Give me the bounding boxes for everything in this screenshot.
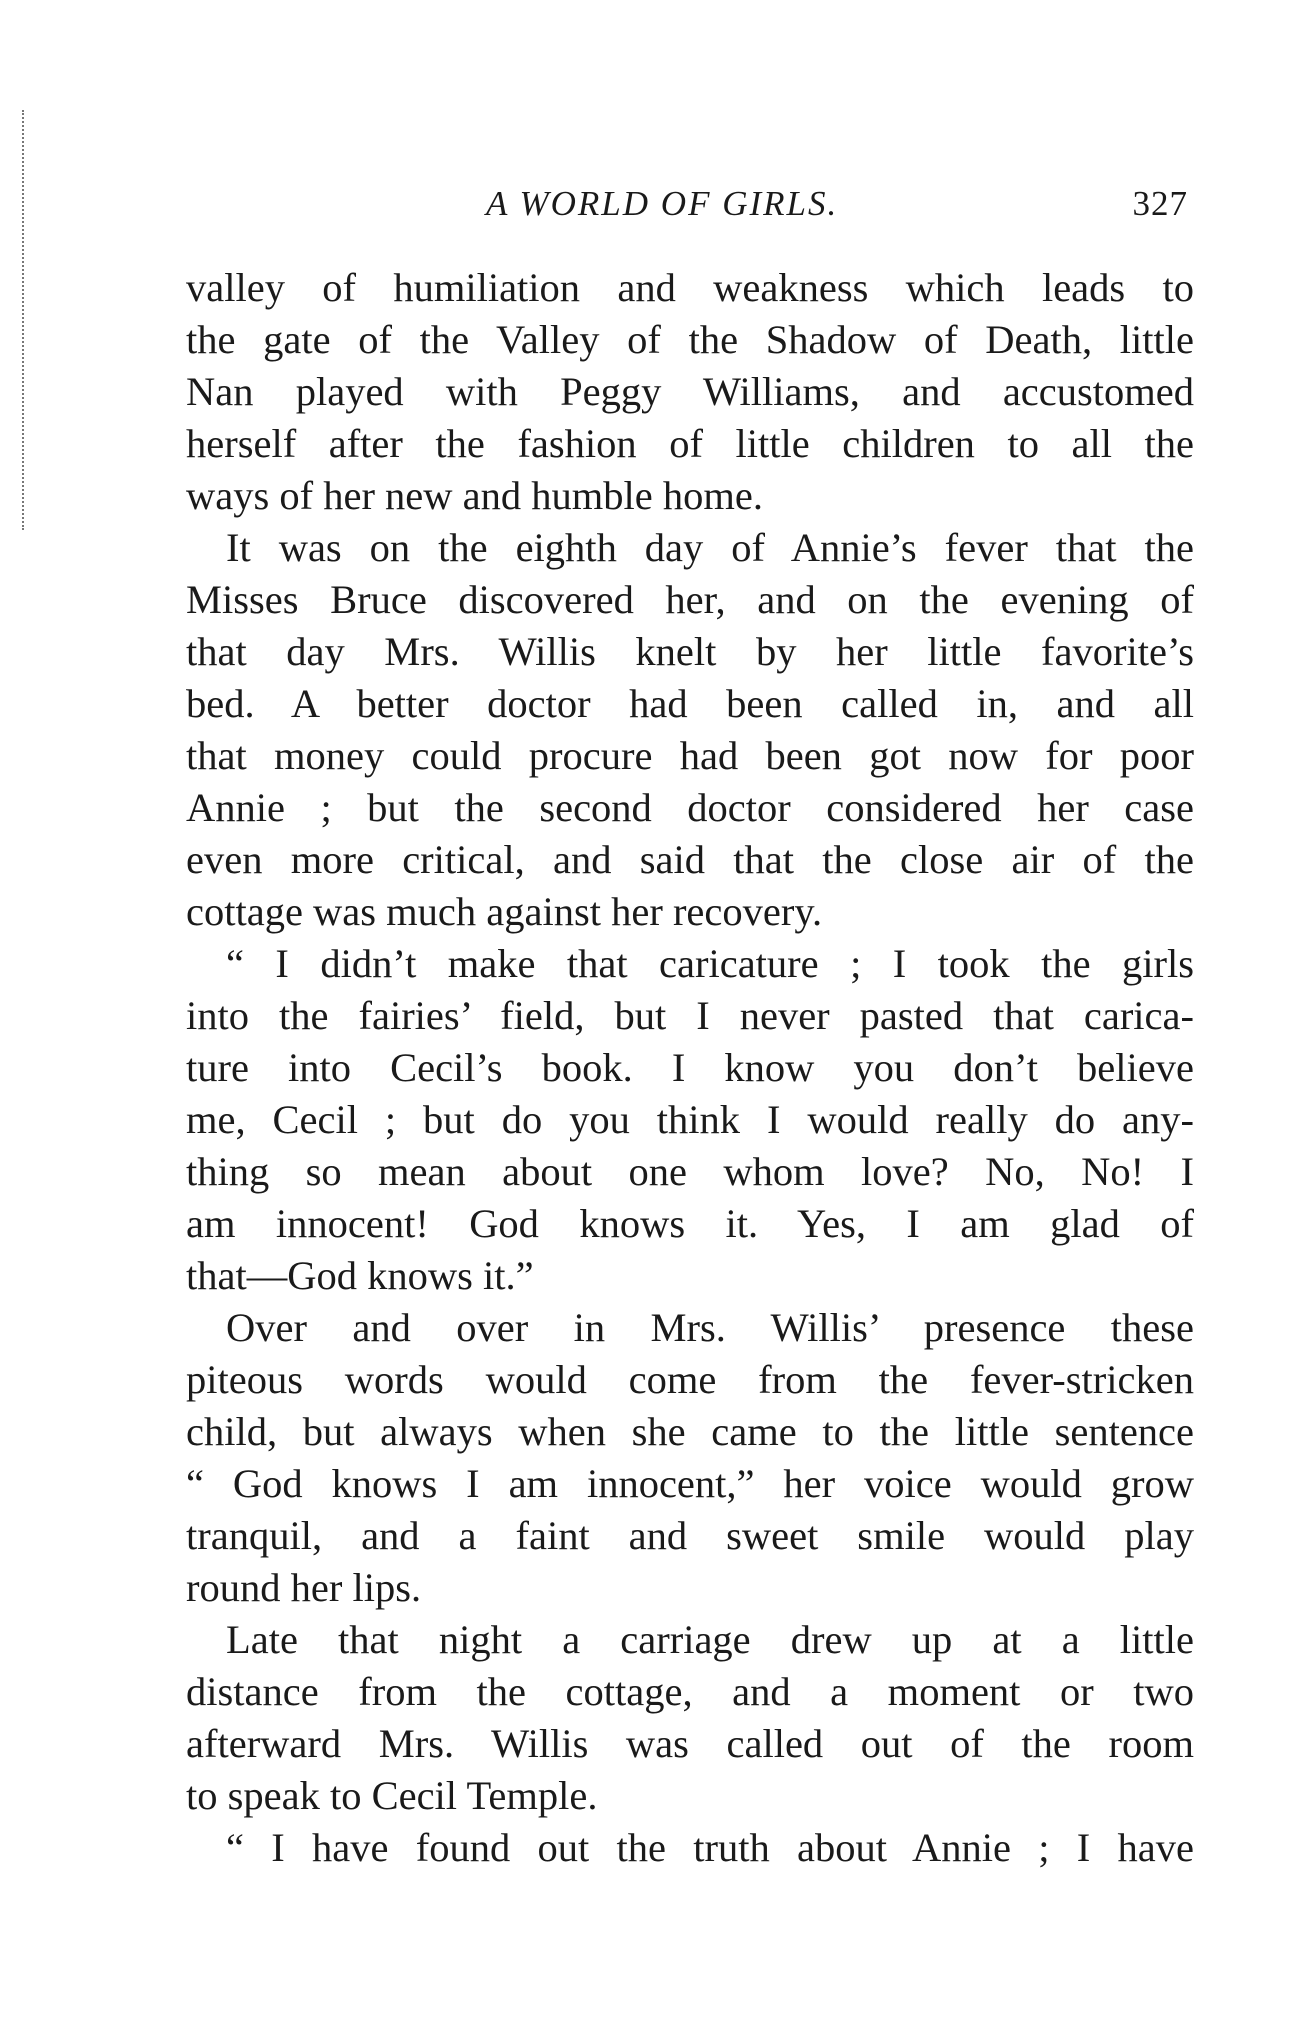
running-title: A WORLD OF GIRLS.	[486, 184, 839, 223]
text-line: “ God knows I am innocent,” her voice would grow	[186, 1461, 1194, 1506]
text-line: It was on the eighth day of Annie’s fever that the	[226, 525, 1194, 570]
text-line: Over and over in Mrs. Willis’ presence these	[226, 1305, 1194, 1350]
text-line: that—God knows it.”	[186, 1253, 534, 1298]
text-line: bed. A better doctor had been called in, and all	[186, 681, 1194, 726]
text-line: child, but always when she came to the little sentence	[186, 1409, 1194, 1454]
text-line: that day Mrs. Willis knelt by her little favorite’s	[186, 629, 1194, 674]
text-line: piteous words would come from the fever-stricken	[186, 1357, 1194, 1402]
text-line: me, Cecil ; but do you think I would really do any-	[186, 1097, 1194, 1142]
text-line: thing so mean about one whom love? No, No! I	[186, 1149, 1194, 1194]
text-line: “ I didn’t make that caricature ; I took the girls	[226, 941, 1194, 986]
page-header	[186, 178, 1200, 230]
text-line: ways of her new and humble home.	[186, 473, 763, 518]
text-line: even more critical, and said that the close air of the	[186, 837, 1194, 882]
text-line: Late that night a carriage drew up at a little	[226, 1617, 1194, 1662]
text-line: herself after the fashion of little children to all the	[186, 421, 1194, 466]
body-text	[186, 262, 1194, 1874]
text-line: distance from the cottage, and a moment or two	[186, 1669, 1194, 1714]
binding-edge-mark	[22, 110, 27, 530]
text-line: Misses Bruce discovered her, and on the evening of	[186, 577, 1194, 622]
text-line: the gate of the Valley of the Shadow of Death, little	[186, 317, 1194, 362]
text-line: afterward Mrs. Willis was called out of the room	[186, 1721, 1194, 1766]
text-line: “ I have found out the truth about Annie ; I have	[226, 1825, 1194, 1870]
text-line: ture into Cecil’s book. I know you don’t believe	[186, 1045, 1194, 1090]
text-line: valley of humiliation and weakness which leads to	[186, 265, 1194, 310]
text-line: am innocent! God knows it. Yes, I am glad of	[186, 1201, 1194, 1246]
text-line: Nan played with Peggy Williams, and accustomed	[186, 369, 1194, 414]
text-line: cottage was much against her recovery.	[186, 889, 823, 934]
text-line: that money could procure had been got now for poor	[186, 733, 1194, 778]
text-line: to speak to Cecil Temple.	[186, 1773, 598, 1818]
text-line: Annie ; but the second doctor considered her case	[186, 785, 1194, 830]
text-line: round her lips.	[186, 1565, 422, 1610]
text-line: tranquil, and a faint and sweet smile would play	[186, 1513, 1194, 1558]
page-number: 327	[1132, 184, 1188, 223]
text-line: into the fairies’ field, but I never pasted that carica-	[186, 993, 1194, 1038]
